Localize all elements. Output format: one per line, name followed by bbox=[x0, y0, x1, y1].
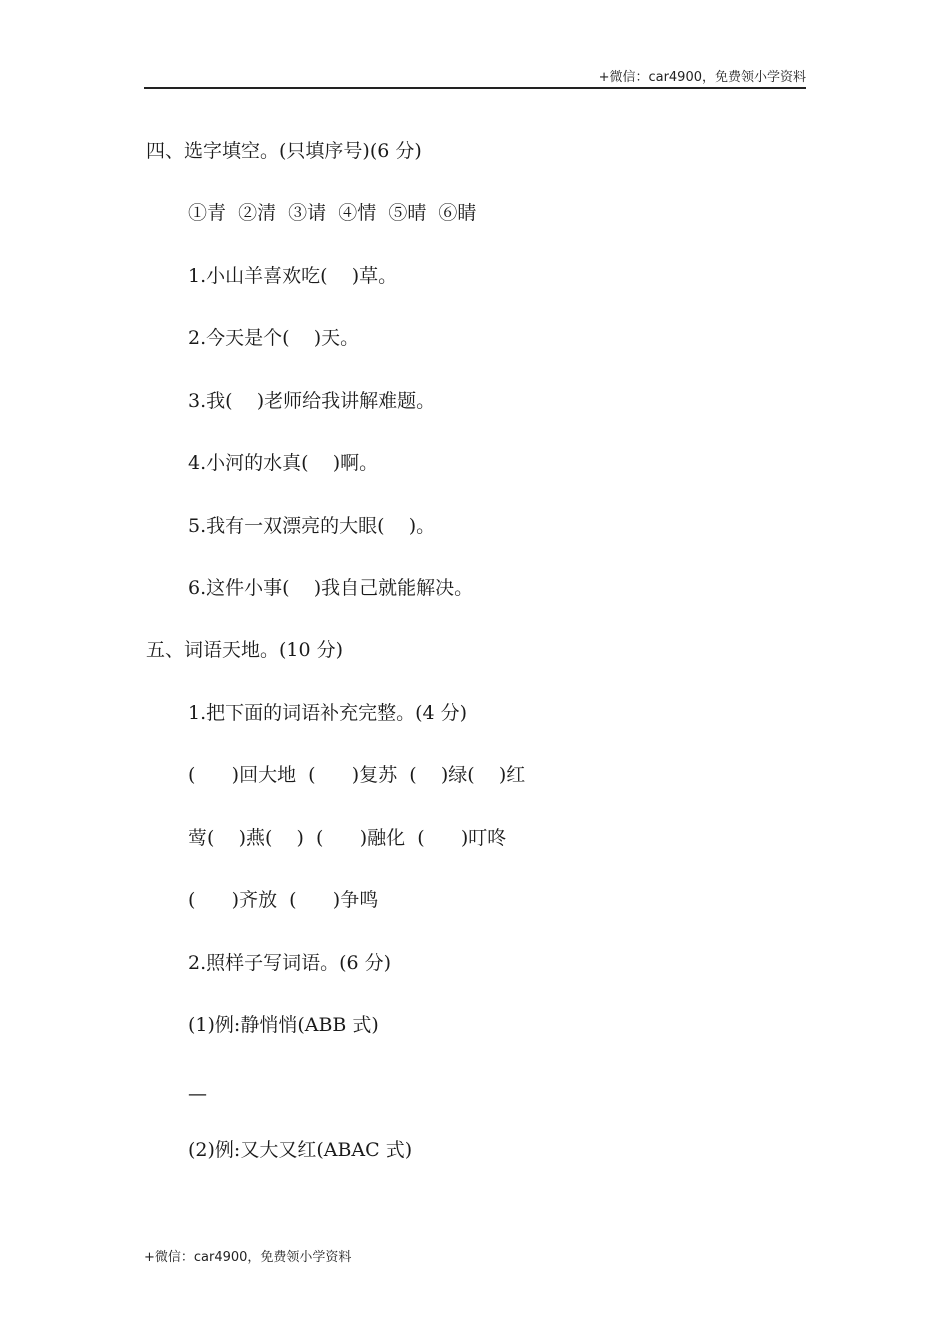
footer-watermark: +微信：car4900，免费领小学资料 bbox=[144, 1250, 352, 1265]
section4-q3: 3.我( )老师给我讲解难题。 bbox=[188, 390, 436, 412]
header-rule bbox=[144, 87, 806, 89]
section5-row1: ( )回大地 ( )复苏 ( )绿( )红 bbox=[188, 764, 526, 786]
section5-row2: 莺( )燕( ) ( )融化 ( )叮咚 bbox=[188, 827, 507, 849]
section5-example1: (1)例:静悄悄(ABB 式) bbox=[188, 1014, 379, 1036]
header-watermark: +微信：car4900，免费领小学资料 bbox=[598, 70, 806, 85]
section4-q2: 2.今天是个( )天。 bbox=[188, 327, 360, 349]
section5-title: 五、词语天地。(10 分) bbox=[146, 639, 344, 661]
section4-q1: 1.小山羊喜欢吃( )草。 bbox=[188, 265, 398, 287]
section5-example2: (2)例:又大又红(ABAC 式) bbox=[188, 1139, 413, 1161]
section4-q6: 6.这件小事( )我自己就能解决。 bbox=[188, 577, 474, 599]
section5-part2-title: 2.照样子写词语。(6 分) bbox=[188, 952, 392, 974]
section4-q5: 5.我有一双漂亮的大眼( )。 bbox=[188, 515, 436, 537]
section5-part1-title: 1.把下面的词语补充完整。(4 分) bbox=[188, 702, 468, 724]
section4-options: ①青 ②清 ③请 ④情 ⑤晴 ⑥睛 bbox=[188, 202, 477, 224]
section4-title: 四、选字填空。(只填序号)(6 分) bbox=[146, 140, 422, 162]
section5-row3: ( )齐放 ( )争鸣 bbox=[188, 889, 379, 911]
section4-q4: 4.小河的水真( )啊。 bbox=[188, 452, 379, 474]
answer-blank-line: — bbox=[188, 1083, 207, 1105]
